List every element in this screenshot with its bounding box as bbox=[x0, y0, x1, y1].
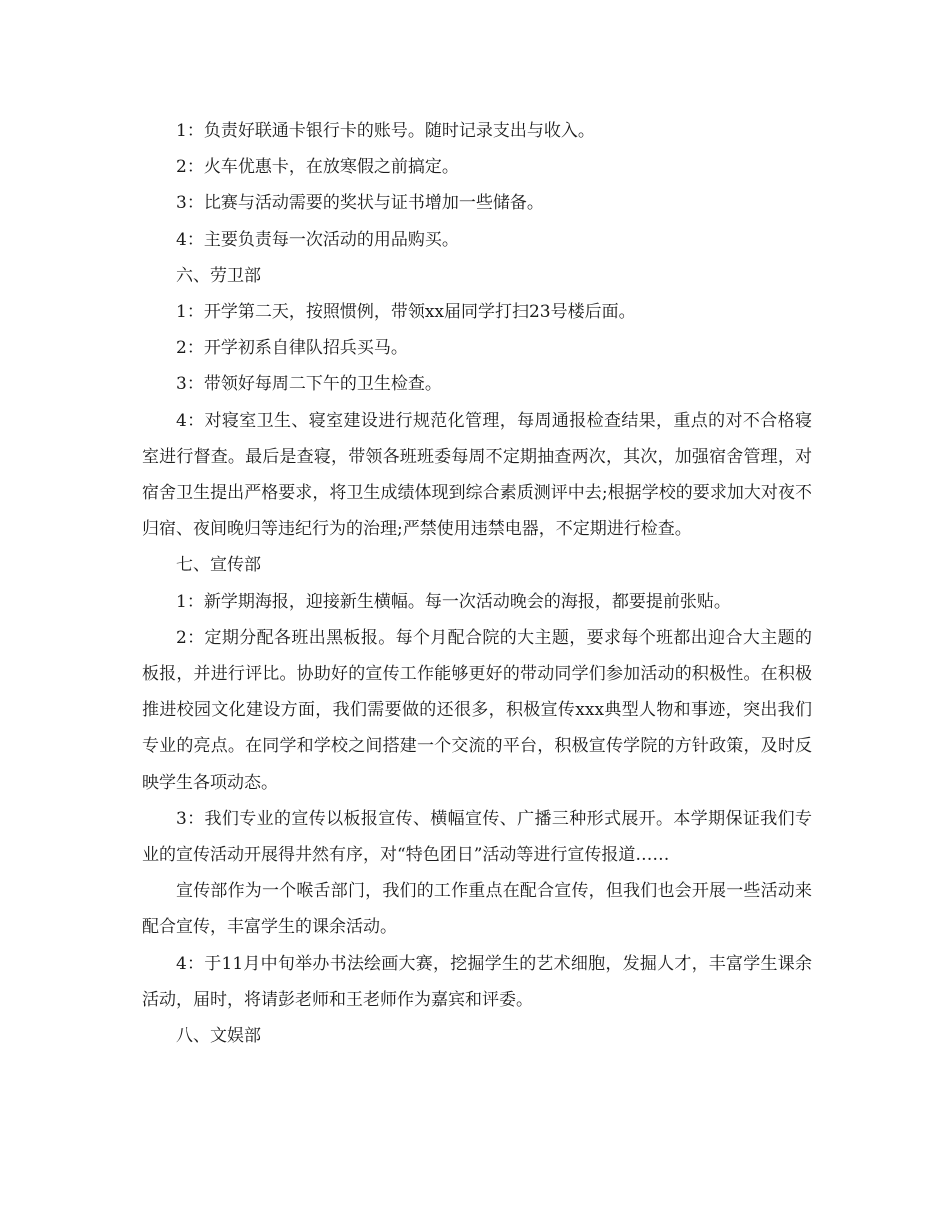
section-heading-entertainment: 八、文娱部 bbox=[176, 1026, 261, 1047]
paragraph-labor-item-4: 4：对寝室卫生、寝室建设进行规范化管理，每周通报检查结果，重点的对不合格寝室进行督查。最后是查寝，带领各班班委每周不定期抽查两次，其次，加强宿舍管理，对宿舍卫生提出严格要求，将卫生成绩体现到综合素质测评中去;根据学校的要求加大对夜不归宿、夜间晚归等违纪行为的治理;严禁使用违禁电器，不定期进行检查。 bbox=[142, 410, 812, 540]
paragraph-labor-item-3: 3：带领好每周二下午的卫生检查。 bbox=[176, 374, 442, 395]
paragraph-publicity-item-2: 2：定期分配各班出黑板报。每个月配合院的大主题，要求每个班都出迎合大主题的板报，并进行评比。协助好的宣传工作能够更好的带动同学们参加活动的积极性。在积极推进校园文化建设方面，我们需要做的还很多，积极宣传xxx典型人物和事迹，突出我们专业的亮点。在同学和学校之间搭建一个交流的平台，积极宣传学院的方针政策，及时反映学生各项动态。 bbox=[142, 627, 812, 793]
paragraph-labor-item-2: 2：开学初系自律队招兵买马。 bbox=[176, 338, 408, 359]
section-heading-publicity: 七、宣传部 bbox=[176, 555, 261, 576]
paragraph-finance-item-1: 1：负责好联通卡银行卡的账号。随时记录支出与收入。 bbox=[176, 121, 595, 141]
section-heading-labor: 六、劳卫部 bbox=[176, 265, 261, 286]
paragraph-publicity-note: 宣传部作为一个喉舌部门，我们的工作重点在配合宣传，但我们也会开展一些活动来配合宣传，丰富学生的课余活动。 bbox=[142, 881, 812, 938]
paragraph-finance-item-3: 3：比赛与活动需要的奖状与证书增加一些储备。 bbox=[176, 193, 544, 214]
paragraph-finance-item-4: 4：主要负责每一次活动的用品购买。 bbox=[176, 229, 459, 250]
paragraph-publicity-item-4: 4：于11月中旬举办书法绘画大赛，挖掘学生的艺术细胞，发掘人才，丰富学生课余活动，届时，将请彭老师和王老师作为嘉宾和评委。 bbox=[142, 953, 812, 1010]
document-body bbox=[142, 113, 812, 1054]
paragraph-publicity-item-1: 1：新学期海报，迎接新生横幅。每一次活动晚会的海报，都要提前张贴。 bbox=[176, 591, 731, 612]
paragraph-publicity-item-3: 3：我们专业的宣传以板报宣传、横幅宣传、广播三种形式展开。本学期保证我们专业的宣传活动开展得井然有序，对“特色团日”活动等进行宣传报道…… bbox=[142, 808, 812, 866]
paragraph-labor-item-1: 1：开学第二天，按照惯例，带领xx届同学打扫23号楼后面。 bbox=[176, 302, 636, 323]
paragraph-finance-item-2: 2：火车优惠卡，在放寒假之前搞定。 bbox=[176, 157, 459, 178]
